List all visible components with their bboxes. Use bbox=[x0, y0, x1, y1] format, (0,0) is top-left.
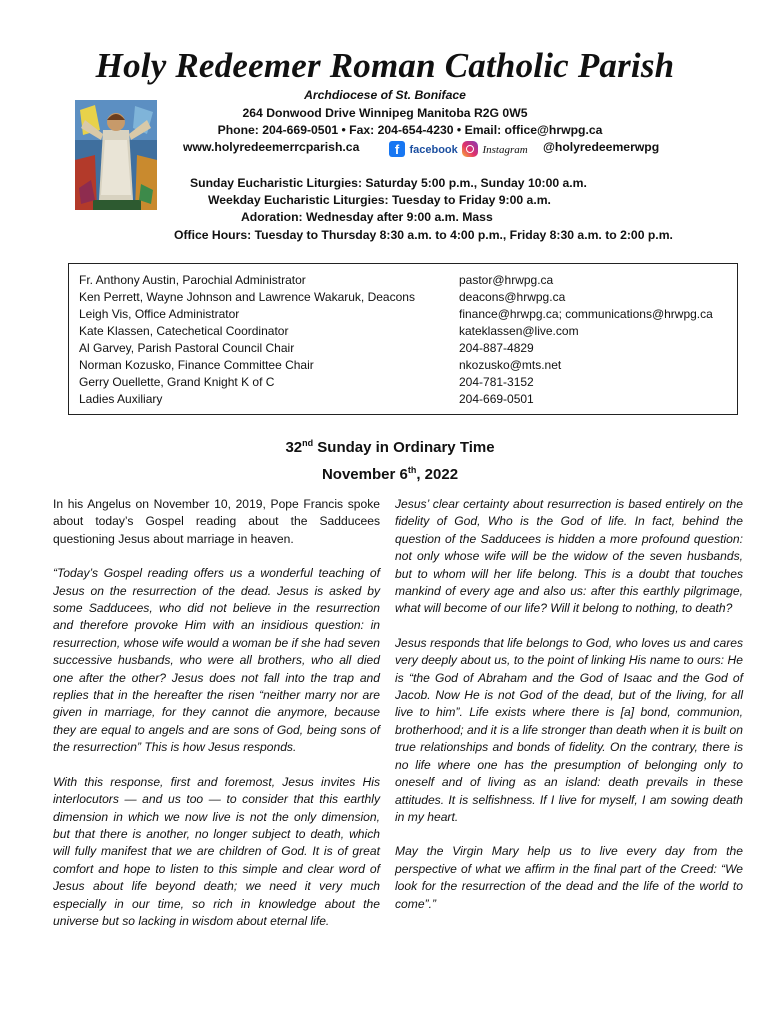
intro-paragraph: In his Angelus on November 10, 2019, Pope Francis spoke about today’s Gospel reading about the Sadducees questioning Jesus about marriage in heaven. bbox=[53, 497, 380, 546]
sunday-date bbox=[0, 459, 770, 486]
schedule-sunday: Sunday Eucharistic Liturgies: Saturday 5:00 p.m., Sunday 10:00 a.m. bbox=[190, 176, 587, 190]
quote-paragraph: May the Virgin Mary help us to live every day from the perspective of what we affirm in the final part of the Creed: “We look for the resurrection of the dead and the life of the world to come”.” bbox=[395, 844, 743, 911]
facebook-link[interactable] bbox=[389, 140, 458, 158]
date-text: November 6 bbox=[321, 466, 408, 483]
sunday-title bbox=[0, 432, 770, 459]
staff-contact: 204-887-4829 bbox=[459, 341, 534, 355]
sunday-text: Sunday in Ordinary Time bbox=[313, 439, 495, 456]
schedule-office-hours: Office Hours: Tuesday to Thursday 8:30 a.m. to 4:00 p.m., Friday 8:30 a.m. to 2:00 p.m. bbox=[174, 228, 673, 242]
schedule-adoration: Adoration: Wednesday after 9:00 a.m. Mass bbox=[241, 210, 493, 224]
staff-role: Fr. Anthony Austin, Parochial Administrator bbox=[79, 273, 306, 287]
date-year: , 2022 bbox=[416, 466, 459, 483]
staff-contact[interactable]: nkozusko@mts.net bbox=[459, 358, 562, 372]
quote-paragraph: “Today’s Gospel reading offers us a wonderful teaching of Jesus on the resurrection of the dead. Jesus is asked by some Sadducees, who did not believe in the resurrection and therefore provoke Him with an insidious question: in resurrection, whose wife would a woman be if she had seven successive husbands, who were all brothers, who all died one after the other? Jesus does not fall into the trap and replies that in the hereafter the risen “neither marry nor are given in marriage, for they cannot die anymore, because they are equal to angels and are sons of God, being sons of the resurrection” This is how Jesus responds. bbox=[53, 566, 380, 755]
staff-role: Norman Kozusko, Finance Committee Chair bbox=[79, 358, 314, 372]
social-handle: @holyredeemerwpg bbox=[543, 140, 660, 154]
quote-paragraph: With this response, first and foremost, Jesus invites His interlocutors — and us too — to consider that this earthly dimension in which we now live is not the only dimension, but that there is another, no longer subject to death, which will fully manifest that we are children of God. It is of great comfort and hope to listen to this simple and clear word of Jesus about life beyond death; we need it very much especially in our time, so rich in knowledge about the universe but so lacking in wisdom about eternal life. bbox=[53, 774, 380, 928]
contact-line: Phone: 204-669-0501 • Fax: 204-654-4230 • Email: office@hrwpg.ca bbox=[217, 123, 603, 137]
parish-title: Holy Redeemer Roman Catholic Parish bbox=[95, 46, 675, 85]
instagram-label: Instagram bbox=[482, 144, 528, 156]
instagram-icon bbox=[462, 141, 478, 157]
staff-role: Al Garvey, Parish Pastoral Council Chair bbox=[79, 341, 295, 355]
liturgical-heading bbox=[0, 432, 770, 486]
quote-paragraph: Jesus’ clear certainty about resurrection is based entirely on the fidelity of God, Who is the God of life. In fact, behind the question of the Sadducees is hidden a more profound question: not only whose wife will be the widow of the seven husbands, but to whom will her life belong. This is a doubt that touches mankind of every age and also us: after this earthly pilgrimage, what will become of our life? Will it belong to nothing, to death? bbox=[395, 497, 743, 616]
staff-role: Ken Perrett, Wayne Johnson and Lawrence Wakaruk, Deacons bbox=[79, 290, 415, 304]
website-link[interactable]: www.holyredeemerrcparish.ca bbox=[183, 140, 360, 154]
staff-role: Leigh Vis, Office Administrator bbox=[79, 307, 240, 321]
address: 264 Donwood Drive Winnipeg Manitoba R2G 0W5 bbox=[242, 106, 528, 120]
schedule-weekday: Weekday Eucharistic Liturgies: Tuesday to Friday 9:00 a.m. bbox=[208, 193, 551, 207]
date-ordinal: th bbox=[407, 465, 417, 475]
staff-contact[interactable]: finance@hrwpg.ca; communications@hrwpg.ca bbox=[459, 307, 713, 321]
right-column bbox=[395, 496, 743, 930]
staff-role: Ladies Auxiliary bbox=[79, 392, 163, 406]
staff-role: Gerry Ouellette, Grand Knight K of C bbox=[79, 375, 275, 389]
staff-role: Kate Klassen, Catechetical Coordinator bbox=[79, 324, 289, 338]
staff-contact[interactable]: pastor@hrwpg.ca bbox=[459, 273, 554, 287]
instagram-link[interactable] bbox=[462, 140, 528, 158]
staff-contact[interactable]: deacons@hrwpg.ca bbox=[459, 290, 566, 304]
facebook-label: facebook bbox=[409, 144, 458, 156]
staff-contact: 204-781-3152 bbox=[459, 375, 534, 389]
facebook-icon: f bbox=[389, 141, 405, 157]
sunday-number: 32 bbox=[285, 439, 303, 456]
quote-paragraph: Jesus responds that life belongs to God, who loves us and cares very deeply about us, to the point of linking His name to ours: He is “the God of Abraham and the God of Isaac and the God of Jacob. Now He is not God of the dead, but of the living, for all live to him”. Life exists where there is [a] bond, communion, brotherhood; and it is a life stronger than death when it is built on true relationships and bonds of fidelity. On the contrary, there is no life where one has the presumption of belonging only to oneself and of living as an island: death prevails in these attitudes. It is selfishness. If I live for myself, I am sowing death in my heart. bbox=[395, 635, 743, 824]
left-column bbox=[53, 496, 380, 947]
staff-contact: 204-669-0501 bbox=[459, 392, 534, 406]
staff-directory bbox=[68, 263, 738, 415]
sunday-ordinal: nd bbox=[302, 438, 314, 448]
archdiocese: Archdiocese of St. Boniface bbox=[304, 88, 466, 102]
staff-contact[interactable]: kateklassen@live.com bbox=[459, 324, 579, 338]
